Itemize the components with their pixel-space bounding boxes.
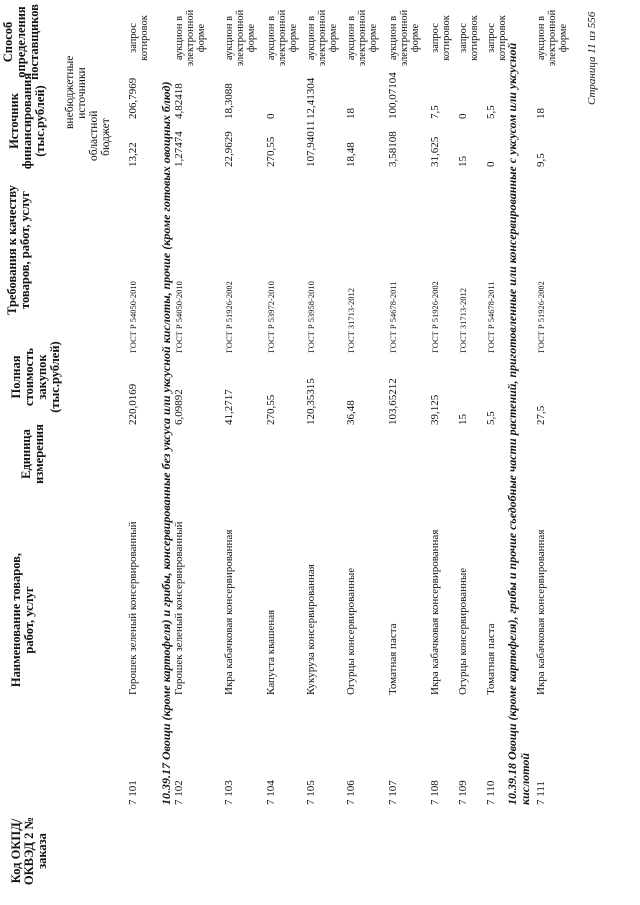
row-method: запрос котировок [458,15,480,61]
row-method: аукцион в электронной форме [174,9,207,67]
row-standard: ГОСТ Р 51926-2002 [536,281,546,353]
row-regional-budget: 22,9629 [223,131,235,167]
row-number: 7 101 [127,780,139,805]
row-standard: ГОСТ Р 54678-2011 [388,281,398,353]
row-number: 7 103 [223,780,235,805]
row-extra-budget: 7,5 [429,105,441,119]
row-regional-budget: 31,625 [429,136,441,167]
row-total: 120,35315 [305,378,317,425]
row-name: Капуста квашеная [265,609,277,695]
row-method: запрос котировок [486,15,508,61]
header-source-regional: областной бюджет [88,110,112,161]
row-extra-budget: 18,3088 [223,83,235,119]
page-footer: Страница 11 из 556 [586,11,598,105]
row-extra-budget: 4,82418 [173,83,185,119]
row-extra-budget: 0 [265,113,277,119]
header-name: Наименование товаров, работ, услуг [9,552,36,688]
row-standard: ГОСТ Р 51926-2002 [224,281,234,353]
header-requirements: Требования к качеству товаров, работ, услуг [5,185,32,315]
row-regional-budget: 270,55 [265,136,277,167]
row-method: аукцион в электронной форме [306,9,339,67]
row-method: аукцион в электронной форме [346,9,379,67]
section-title: 10.39.18 Овощи (кроме картофеля), грибы и прочие съедобные части растений, приготовленные или консервированные с уксусом или уксусной кислотой [505,42,532,805]
row-total: 5,5 [485,411,497,425]
row-method: аукцион в электронной форме [266,9,299,67]
row-name: Горошек зеленый консервированный [127,521,139,695]
row-total: 36,48 [345,400,357,425]
header-unit: Единица измерения [19,424,46,484]
row-name: Огурцы консервированные [345,567,357,695]
row-regional-budget: 15 [457,156,469,167]
row-extra-budget: 18 [345,108,357,119]
row-standard: ГОСТ 31713-2012 [346,287,356,353]
row-name: Икра кабачковая консервированная [535,529,547,695]
header-code: Код ОКПД/ ОКВЭД 2 № заказа [9,816,49,886]
row-total: 270,55 [265,394,277,425]
row-standard: ГОСТ Р 54050-2010 [128,281,138,353]
row-standard: ГОСТ Р 53972-2010 [266,281,276,353]
row-number: 7 105 [305,780,317,805]
row-name: Кукуруза консервированная [305,564,317,695]
row-regional-budget: 13,22 [127,142,139,167]
section-title: 10.39.17 Овощи (кроме картофеля) и грибы, консервированные без уксуса или уксусной кислоты, прочие (кроме готовых овощных блюд) [159,81,173,805]
header-source: Источник финансирования (тыс.рублей) [7,72,47,170]
row-number: 7 108 [429,780,441,805]
row-extra-budget: 0 [457,113,469,119]
row-name: Горошек зеленый консервированный [173,521,185,695]
row-regional-budget: 9,5 [535,153,547,167]
row-regional-budget: 18,48 [345,142,357,167]
row-name: Томатная паста [387,623,399,695]
row-regional-budget: 1,27474 [173,131,185,167]
row-total: 220,0169 [127,383,139,425]
row-method: аукцион в электронной форме [224,9,257,67]
row-total: 39,125 [429,394,441,425]
row-method: аукцион в электронной форме [536,9,569,67]
row-name: Икра кабачковая консервированная [429,529,441,695]
row-extra-budget: 206,7969 [127,77,139,119]
row-method: аукцион в электронной форме [388,9,421,67]
row-number: 7 104 [265,780,277,805]
row-number: 7 111 [535,781,547,805]
header-source-extra: внебюджетные источники [64,55,88,129]
row-total: 41,2717 [223,389,235,425]
row-name: Икра кабачковая консервированная [223,529,235,695]
row-number: 7 110 [485,780,497,805]
row-regional-budget: 107,94011 [305,120,317,167]
row-standard: ГОСТ Р 54678-2011 [486,281,496,353]
header-total: Полная стоимость закупок (тыс.рублей) [9,341,62,413]
row-total: 27,5 [535,405,547,425]
header-method: Способ определения поставщиков [1,4,41,80]
row-total: 15 [457,414,469,425]
row-standard: ГОСТ Р 54050-2010 [174,281,184,353]
row-extra-budget: 5,5 [485,105,497,119]
row-extra-budget: 18 [535,108,547,119]
row-total: 103,65212 [387,378,399,425]
row-method: запрос котировок [430,15,452,61]
row-method: запрос котировок [128,15,150,61]
row-number: 7 109 [457,780,469,805]
row-extra-budget: 100,07104 [387,72,399,119]
row-regional-budget: 3,58108 [387,131,399,167]
row-name: Томатная паста [485,623,497,695]
row-name: Огурцы консервированные [457,567,469,695]
row-number: 7 106 [345,780,357,805]
row-regional-budget: 0 [485,161,497,167]
row-total: 6,09892 [173,389,185,425]
row-number: 7 107 [387,780,399,805]
row-standard: ГОСТ Р 51926-2002 [430,281,440,353]
row-number: 7 102 [173,780,185,805]
row-extra-budget: 12,41304 [305,77,317,119]
row-standard: ГОСТ Р 53958-2010 [306,281,316,353]
row-standard: ГОСТ 31713-2012 [458,287,468,353]
